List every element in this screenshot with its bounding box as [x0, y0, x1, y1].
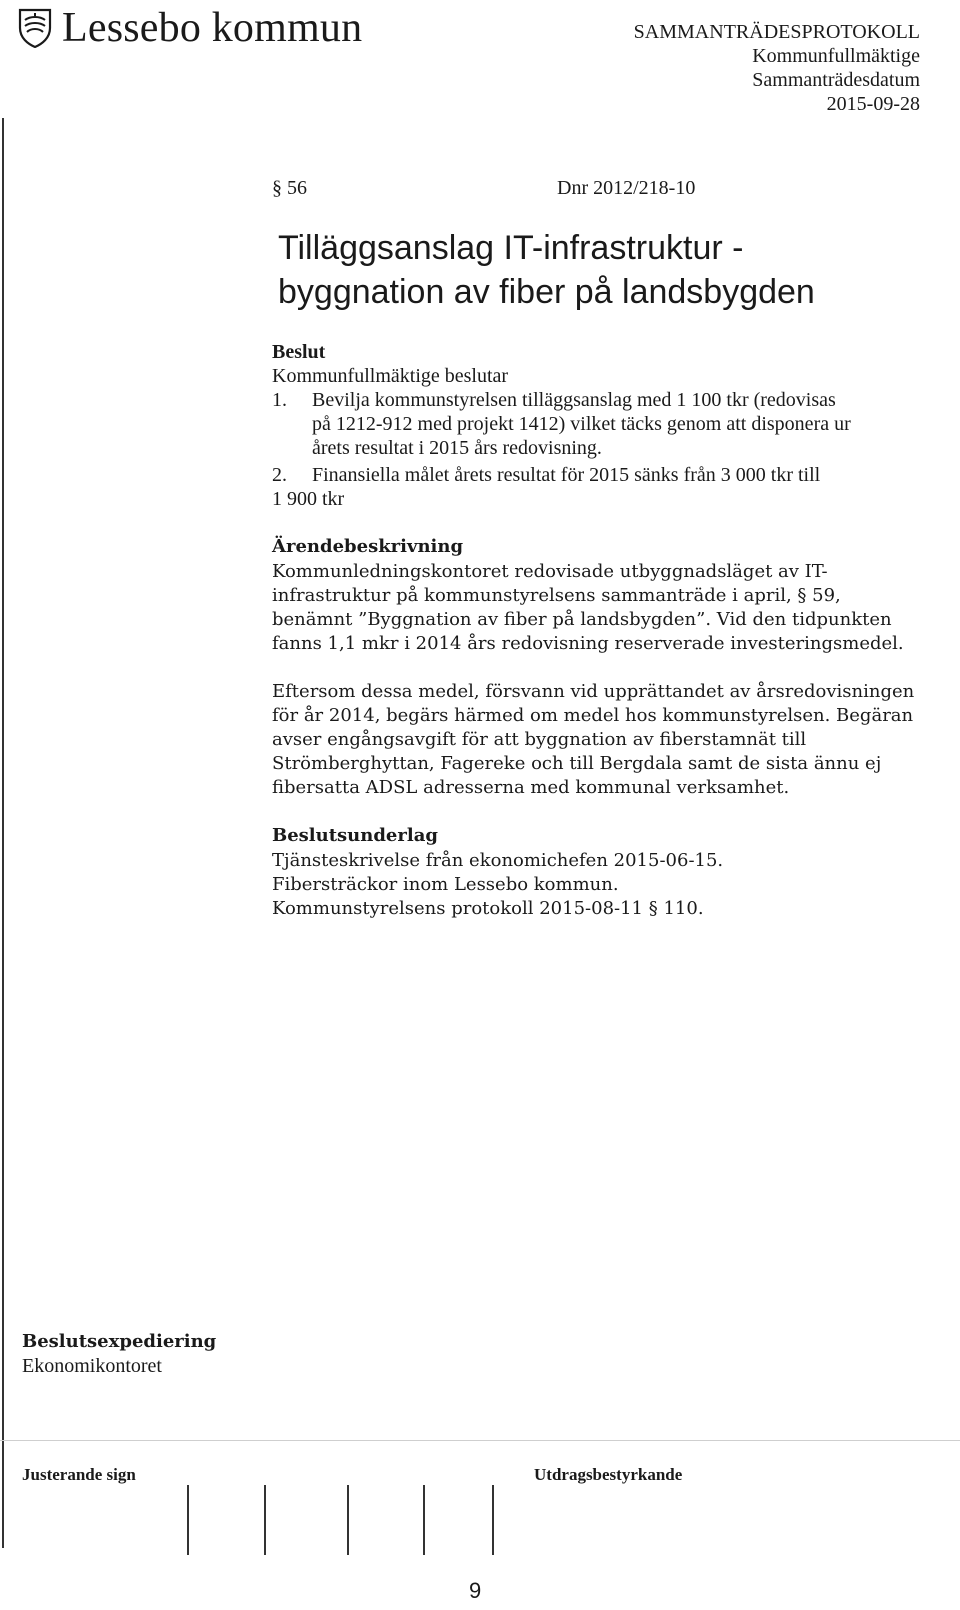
expediering-recipient: Ekonomikontoret [22, 1355, 162, 1377]
meeting-body: Kommunfullmäktige [752, 45, 920, 67]
beslut-intro: Kommunfullmäktige beslutar [272, 365, 509, 387]
underlag-item: Kommunstyrelsens protokoll 2015-08-11 § 110. [272, 898, 704, 919]
extract-label: Utdragsbestyrkande [534, 1465, 683, 1484]
arende-line: fanns 1,1 mkr i 2014 års redovisning reserverade investeringsmedel. [272, 633, 904, 654]
signature-divider [423, 1485, 425, 1555]
underlag-item: Tjänsteskrivelse från ekonomichefen 2015-06-15. [272, 850, 724, 871]
meeting-date: 2015-09-28 [826, 93, 920, 115]
doc-type: SAMMANTRÄDESPROTOKOLL [633, 21, 920, 43]
arende-line: Strömberghyttan, Fagereke och till Bergdala samt de sista ännu ej [272, 753, 882, 774]
org-name: Lessebo kommun [62, 5, 363, 51]
decision-item-1-line: på 1212-912 med projekt 1412) vilket täcks genom att disponera ur [312, 413, 851, 435]
date-label: Sammanträdesdatum [752, 69, 920, 91]
left-margin-rule [2, 118, 4, 1548]
arende-line: Eftersom dessa medel, försvann vid upprättandet av årsredovisningen [272, 681, 915, 702]
title-line-2: byggnation av fiber på landsbygden [278, 273, 815, 311]
underlag-heading: Beslutsunderlag [272, 825, 438, 846]
title-line-1: Tilläggsanslag IT-infrastruktur - [278, 229, 744, 267]
paragraph-number: § 56 [272, 177, 307, 199]
arende-line: för år 2014, begärs härmed om medel hos kommunstyrelsen. Begäran [272, 705, 914, 726]
signature-divider [492, 1485, 494, 1555]
decision-item-2-number: 2. [272, 464, 287, 486]
signature-divider [264, 1485, 266, 1555]
footer-divider [0, 1440, 960, 1441]
decision-item-2-line: 1 900 tkr [272, 488, 345, 510]
signature-divider [187, 1485, 189, 1555]
sign-label: Justerande sign [22, 1465, 136, 1484]
municipality-logo [18, 4, 362, 52]
expediering-heading: Beslutsexpediering [22, 1331, 217, 1352]
arende-line: avser engångsavgift för att byggnation av fiberstamnät till [272, 729, 807, 750]
arende-line: fibersatta ADSL adresserna med kommunal verksamhet. [272, 777, 790, 798]
arende-heading: Ärendebeskrivning [272, 536, 464, 557]
page-title [278, 226, 815, 314]
page-number: 9 [469, 1578, 482, 1603]
coat-of-arms-icon [18, 8, 52, 48]
arende-line: infrastruktur på kommunstyrelsens sammanträde i april, § 59, [272, 585, 841, 606]
arende-line: benämnt ”Byggnation av fiber på landsbygden”. Vid den tidpunkten [272, 609, 892, 630]
beslut-heading: Beslut [272, 341, 326, 363]
document-header [634, 20, 920, 116]
decision-item-1-line: årets resultat i 2015 års redovisning. [312, 437, 602, 459]
decision-item-1-line: Bevilja kommunstyrelsen tilläggsanslag med 1 100 tkr (redovisas [312, 389, 836, 411]
signature-divider [347, 1485, 349, 1555]
decision-item-2-line: Finansiella målet årets resultat för 2015 sänks från 3 000 tkr till [312, 464, 821, 486]
decision-item-1-number: 1. [272, 389, 287, 411]
dnr: Dnr 2012/218-10 [557, 177, 696, 199]
underlag-item: Fibersträckor inom Lessebo kommun. [272, 874, 619, 895]
arende-line: Kommunledningskontoret redovisade utbyggnadsläget av IT- [272, 561, 828, 582]
